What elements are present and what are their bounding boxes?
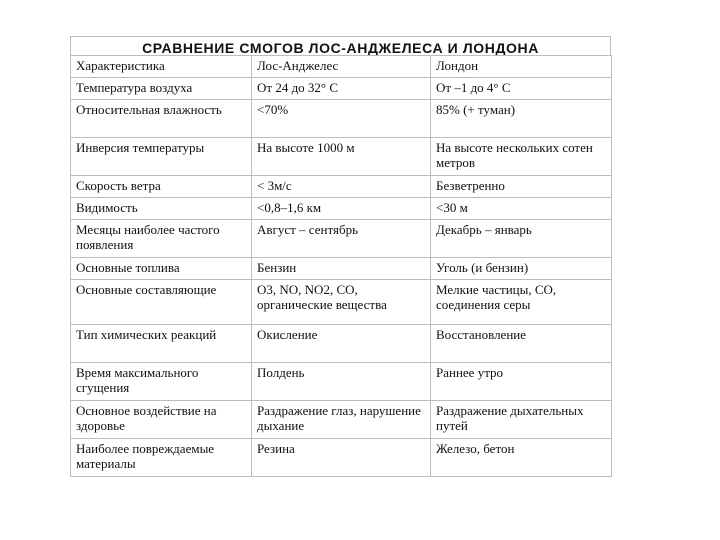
- los-angeles-value: Раздражение глаз, нарушение дыхание: [252, 401, 431, 439]
- row-label: Температура воздуха: [71, 78, 252, 100]
- comparison-table: [70, 55, 612, 477]
- london-value: Мелкие частицы, CO, соединения серы: [431, 280, 612, 325]
- table-row: [71, 198, 612, 220]
- header-london: Лондон: [431, 56, 612, 78]
- table-row: [71, 220, 612, 258]
- london-value: Восстановление: [431, 325, 612, 363]
- table-row: [71, 100, 612, 138]
- table-row: [71, 439, 612, 477]
- table-row: [71, 363, 612, 401]
- row-label: Время максимального сгущения: [71, 363, 252, 401]
- table-row: [71, 280, 612, 325]
- los-angeles-value: Полдень: [252, 363, 431, 401]
- london-value: От –1 до 4° С: [431, 78, 612, 100]
- table-row: [71, 176, 612, 198]
- table-row: [71, 138, 612, 176]
- london-value: 85% (+ туман): [431, 100, 612, 138]
- los-angeles-value: Бензин: [252, 258, 431, 280]
- row-label: Тип химических реакций: [71, 325, 252, 363]
- los-angeles-value: На высоте 1000 м: [252, 138, 431, 176]
- row-label: Инверсия температуры: [71, 138, 252, 176]
- row-label: Основные топлива: [71, 258, 252, 280]
- los-angeles-value: От 24 до 32° С: [252, 78, 431, 100]
- header-los-angeles: Лос-Анджелес: [252, 56, 431, 78]
- los-angeles-value: Окисление: [252, 325, 431, 363]
- row-label: Основное воздействие на здоровье: [71, 401, 252, 439]
- los-angeles-value: Резина: [252, 439, 431, 477]
- london-value: Уголь (и бензин): [431, 258, 612, 280]
- los-angeles-value: < 3м/с: [252, 176, 431, 198]
- los-angeles-value: <70%: [252, 100, 431, 138]
- table-row: [71, 258, 612, 280]
- london-value: Безветренно: [431, 176, 612, 198]
- row-label: Основные составляющие: [71, 280, 252, 325]
- row-label: Скорость ветра: [71, 176, 252, 198]
- table-row: [71, 401, 612, 439]
- london-value: Железо, бетон: [431, 439, 612, 477]
- header-row: [71, 56, 612, 78]
- london-value: На высоте нескольких сотен метров: [431, 138, 612, 176]
- london-value: Раннее утро: [431, 363, 612, 401]
- los-angeles-value: <0,8–1,6 км: [252, 198, 431, 220]
- row-label: Месяцы наиболее частого появления: [71, 220, 252, 258]
- header-characteristic: Характеристика: [71, 56, 252, 78]
- los-angeles-value: O3, NO, NO2, CO, органические вещества: [252, 280, 431, 325]
- document: [70, 36, 611, 477]
- row-label: Наиболее повреждаемые материалы: [71, 439, 252, 477]
- row-label: Видимость: [71, 198, 252, 220]
- london-value: <30 м: [431, 198, 612, 220]
- london-value: Декабрь – январь: [431, 220, 612, 258]
- table-row: [71, 325, 612, 363]
- table-title: СРАВНЕНИЕ СМОГОВ ЛОС-АНДЖЕЛЕСА И ЛОНДОНА: [70, 36, 611, 55]
- london-value: Раздражение дыхательных путей: [431, 401, 612, 439]
- table-row: [71, 78, 612, 100]
- los-angeles-value: Август – сентябрь: [252, 220, 431, 258]
- row-label: Относительная влажность: [71, 100, 252, 138]
